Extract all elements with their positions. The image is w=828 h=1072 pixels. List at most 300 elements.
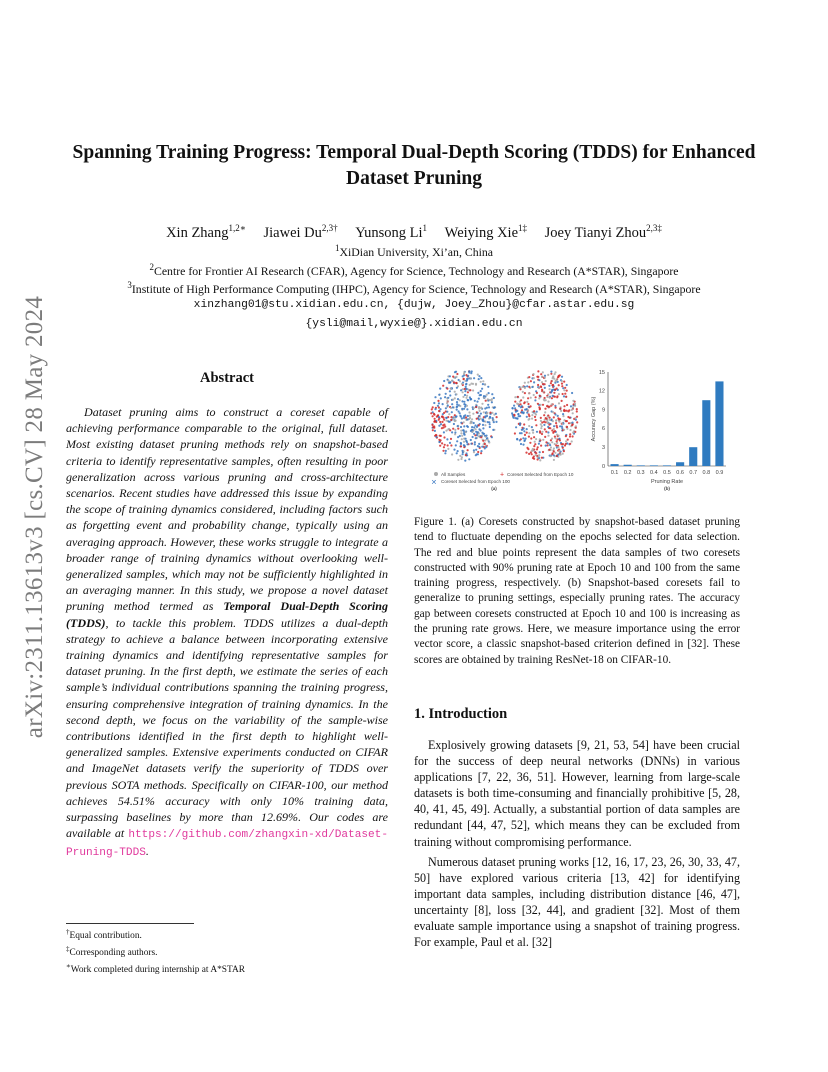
scatter-point (569, 417, 571, 419)
scatter-point (480, 377, 482, 379)
x-tick-label: 0.3 (636, 470, 645, 476)
scatter-point (552, 420, 554, 422)
scatter-point (438, 416, 440, 418)
scatter-point (561, 383, 563, 385)
scatter-point (558, 375, 560, 377)
scatter-point (569, 435, 571, 437)
scatter-point (526, 428, 528, 430)
scatter-point (533, 410, 535, 412)
scatter-point (471, 431, 473, 433)
scatter-point (535, 396, 537, 398)
scatter-point (556, 388, 558, 390)
scatter-point (527, 409, 529, 411)
scatter-point (463, 433, 465, 435)
code-link[interactable]: https://github.com/zhangxin-xd/Dataset-Pruning-TDDS (66, 829, 388, 860)
scatter-point (440, 397, 442, 399)
x-tick-label: 0.9 (715, 470, 724, 476)
scatter-point (544, 375, 546, 377)
author: Yunsong Li$^1$ (355, 223, 428, 241)
scatter-point (473, 433, 475, 435)
scatter-point (486, 412, 488, 414)
scatter-point (480, 452, 482, 454)
scatter-point (522, 386, 524, 388)
scatter-point (443, 436, 445, 438)
scatter-point (475, 437, 477, 439)
scatter-point (449, 375, 451, 377)
scatter-point (443, 380, 445, 382)
scatter-point (536, 392, 538, 394)
scatter-point (464, 388, 466, 390)
scatter-point (475, 406, 477, 408)
scatter-point (550, 391, 552, 393)
scatter-point (571, 440, 573, 442)
scatter-point (433, 413, 435, 415)
scatter-point (546, 420, 548, 422)
scatter-point (478, 424, 480, 426)
scatter-point (463, 425, 465, 427)
scatter-point (553, 450, 555, 452)
scatter-point (514, 407, 516, 409)
bar (663, 465, 671, 466)
scatter-point (465, 386, 467, 388)
scatter-point (441, 427, 443, 429)
scatter-point (525, 452, 527, 454)
scatter-point (543, 424, 545, 426)
scatter-point (476, 418, 478, 420)
scatter-point (467, 375, 469, 377)
scatter-point (547, 416, 549, 418)
scatter-point (535, 424, 537, 426)
scatter-point (491, 412, 493, 414)
scatter-point (524, 409, 526, 411)
arxiv-side-stamp (22, 275, 48, 760)
scatter-point (451, 453, 453, 455)
author: Weiying Xie$^{1\ddagger}$ (444, 223, 528, 241)
scatter-point (461, 400, 463, 402)
scatter-point (524, 434, 526, 436)
scatter-point (449, 442, 451, 444)
scatter-point (535, 419, 537, 421)
scatter-point (461, 383, 463, 385)
scatter-point (538, 379, 540, 381)
scatter-point (563, 395, 565, 397)
scatter-point (453, 423, 455, 425)
scatter-point (526, 385, 528, 387)
scatter-point (478, 407, 480, 409)
scatter-point (438, 425, 440, 427)
scatter-point (531, 426, 533, 428)
scatter-point (533, 436, 535, 438)
scatter-point (467, 415, 469, 417)
scatter-point (452, 428, 454, 430)
scatter-point (454, 391, 456, 393)
scatter-point (483, 420, 485, 422)
footnote-rule (66, 923, 194, 924)
scatter-point (489, 423, 491, 425)
scatter-point (562, 393, 564, 395)
scatter-point (480, 413, 482, 415)
scatter-point (465, 416, 467, 418)
figure-caption: Figure 1. (a) Coresets constructed by snapshot-based dataset pruning tend to fluctuate depending on the epochs selected for data selection. The red and blue points represent the data samples of two coresets constructed with 90% pruning rate at Epoch 10 and 100 from the same training progress, respectively. (b) Snapshot-based coresets fail to generalize to pruning settings, especially pruning rates. The accuracy gap between coresets constructed at Epoch 10 and 100 is increasing as the pruning rate grows. Here, we measure importance using the error vector score, a classic snapshot-based criterion defined in [32]. These scores are obtained by training ResNet-18 on CIFAR-10. (414, 516, 740, 666)
scatter-point (466, 418, 468, 420)
scatter-point (449, 429, 451, 431)
scatter-point (547, 444, 549, 446)
scatter-point (477, 451, 479, 453)
scatter-point (536, 376, 538, 378)
scatter-point (564, 393, 566, 395)
scatter-point (455, 393, 457, 395)
scatter-point (528, 386, 530, 388)
scatter-point (563, 450, 565, 452)
scatter-point (549, 397, 551, 399)
scatter-point (461, 435, 463, 437)
scatter-point (571, 422, 573, 424)
scatter-point (538, 443, 540, 445)
scatter-point (460, 415, 462, 417)
figure-label-b: (b) (664, 486, 670, 491)
scatter-point (442, 403, 444, 405)
y-tick-label: 15 (598, 369, 605, 376)
scatter-point (574, 405, 576, 407)
scatter-point (544, 428, 546, 430)
scatter-point (526, 416, 528, 418)
scatter-point (517, 403, 519, 405)
scatter-point (572, 412, 574, 414)
scatter-point (483, 397, 485, 399)
scatter-point (463, 378, 465, 380)
scatter-point (538, 397, 540, 399)
footnote: ‡Corresponding authors. (66, 945, 158, 959)
scatter-point (565, 435, 567, 437)
scatter-point (530, 437, 532, 439)
scatter-point (439, 421, 441, 423)
scatter-point (534, 412, 536, 414)
scatter-point (469, 384, 471, 386)
scatter-point (456, 452, 458, 454)
scatter-point (447, 404, 449, 406)
scatter-point (482, 433, 484, 435)
scatter-point (432, 426, 434, 428)
scatter-point (442, 450, 444, 452)
bar (702, 400, 710, 466)
scatter-point (547, 374, 549, 376)
scatter-point (558, 421, 560, 423)
bar (637, 465, 645, 466)
scatter-point (461, 450, 463, 452)
scatter-point (534, 441, 536, 443)
scatter-point (462, 429, 464, 431)
scatter-point (438, 394, 440, 396)
scatter-point (445, 393, 447, 395)
scatter-point (495, 413, 497, 415)
scatter-point (550, 373, 552, 375)
scatter-point (545, 380, 547, 382)
scatter-point (484, 443, 486, 445)
scatter-point (465, 383, 467, 385)
scatter-point (528, 432, 530, 434)
scatter-point (556, 442, 558, 444)
scatter-point (493, 421, 495, 423)
scatter-point (489, 426, 491, 428)
author: Jiawei $Du^{2,3\dagger}$ (263, 223, 338, 241)
scatter-point (539, 408, 541, 410)
scatter-point (549, 388, 551, 390)
scatter-point (556, 426, 558, 428)
scatter-point (574, 431, 576, 433)
scatter-point (527, 397, 529, 399)
scatter-point (449, 394, 451, 396)
scatter-point (475, 383, 477, 385)
scatter-point (456, 387, 458, 389)
scatter-point (547, 401, 549, 403)
scatter-point (533, 458, 535, 460)
scatter-point (553, 447, 555, 449)
scatter-point (540, 417, 542, 419)
scatter-point (454, 414, 456, 416)
scatter-point (491, 399, 493, 401)
scatter-point (472, 413, 474, 415)
x-axis-label: Pruning Rate (650, 479, 684, 485)
section-heading: 1. Introduction (414, 706, 508, 722)
scatter-point (461, 417, 463, 419)
email-line: xinzhang01@stu.xidian.edu.cn, {dujw, Joey_Zhou}@cfar.astar.edu.sg (193, 299, 635, 311)
scatter-point (445, 450, 447, 452)
scatter-point (575, 417, 577, 419)
scatter-point (450, 438, 452, 440)
scatter-point (448, 380, 450, 382)
scatter-point (563, 429, 565, 431)
scatter-point (576, 421, 578, 423)
scatter-point (556, 395, 558, 397)
scatter-point (554, 443, 556, 445)
scatter-point (563, 381, 565, 383)
scatter-point (550, 382, 552, 384)
scatter-point (531, 429, 533, 431)
figure-1 (422, 366, 740, 498)
scatter-point (445, 407, 447, 409)
scatter-point (517, 413, 519, 415)
scatter-point (447, 397, 449, 399)
scatter-point (562, 447, 564, 449)
scatter-point (545, 418, 547, 420)
scatter-point (541, 431, 543, 433)
scatter-point (477, 453, 479, 455)
scatter-point (513, 405, 515, 407)
scatter-point (485, 400, 487, 402)
scatter-point (545, 445, 547, 447)
email-line: {ysli@mail,wyxie@}.xidian.edu.cn (305, 318, 523, 330)
scatter-point (471, 426, 473, 428)
scatter-point (463, 371, 465, 373)
scatter-point (531, 418, 533, 420)
scatter-point (473, 449, 475, 451)
scatter-point (542, 439, 544, 441)
scatter-point (435, 434, 437, 436)
scatter-point (469, 415, 471, 417)
scatter-point (576, 408, 578, 410)
scatter-point (482, 440, 484, 442)
scatter-point (469, 389, 471, 391)
scatter-point (484, 415, 486, 417)
scatter-point (545, 441, 547, 443)
scatter-point (485, 446, 487, 448)
scatter-point (476, 401, 478, 403)
scatter-point (462, 453, 464, 455)
legend-cross-icon: ✕ (431, 479, 437, 487)
scatter-point (438, 406, 440, 408)
scatter-point (533, 377, 535, 379)
scatter-point (463, 445, 465, 447)
scatter-point (483, 411, 485, 413)
scatter-point (524, 387, 526, 389)
scatter-point (567, 410, 569, 412)
scatter-point (478, 433, 480, 435)
scatter-point (524, 392, 526, 394)
scatter-point (478, 415, 480, 417)
scatter-point (436, 416, 438, 418)
scatter-point (550, 446, 552, 448)
scatter-point (438, 410, 440, 412)
scatter-point (431, 424, 433, 426)
scatter-point (489, 417, 491, 419)
scatter-point (453, 381, 455, 383)
scatter-point (473, 426, 475, 428)
scatter-point (437, 400, 439, 402)
scatter-point (487, 386, 489, 388)
scatter-point (511, 412, 513, 414)
scatter-point (550, 455, 552, 457)
scatter-point (565, 440, 567, 442)
scatter-point (457, 450, 459, 452)
scatter-point (457, 428, 459, 430)
scatter-point (552, 375, 554, 377)
scatter-point (539, 451, 541, 453)
scatter-point (432, 415, 434, 417)
scatter-point (540, 404, 542, 406)
scatter-point (481, 388, 483, 390)
footnotes (66, 926, 245, 977)
scatter-point (569, 433, 571, 435)
scatter-point (447, 444, 449, 446)
scatter-point (562, 453, 564, 455)
scatter-point (442, 385, 444, 387)
scatter-point (559, 425, 561, 427)
scatter-point (544, 408, 546, 410)
scatter-point (550, 439, 552, 441)
scatter-point (558, 450, 560, 452)
affiliation: $^3$Institute of High Performance Computing (IHPC), Agency for Science, Technology and Research (A*STAR), Singapore (127, 280, 701, 296)
scatter-point (541, 457, 543, 459)
scatter-point (565, 396, 567, 398)
scatter-point (518, 415, 520, 417)
scatter-point (537, 446, 539, 448)
scatter-point (470, 398, 472, 400)
scatter-point (568, 422, 570, 424)
scatter-point (464, 406, 466, 408)
scatter-point (439, 435, 441, 437)
scatter-point (528, 453, 530, 455)
scatter-point (548, 424, 550, 426)
scatter-point (551, 397, 553, 399)
scatter-point (544, 411, 546, 413)
scatter-point (514, 432, 516, 434)
scatter-point (549, 419, 551, 421)
scatter-point (456, 373, 458, 375)
scatter-point (482, 424, 484, 426)
scatter-point (571, 392, 573, 394)
scatter-point (480, 450, 482, 452)
scatter-point (451, 411, 453, 413)
scatter-point (459, 380, 461, 382)
scatter-point (542, 451, 544, 453)
scatter-point (522, 444, 524, 446)
scatter-point (563, 389, 565, 391)
scatter-point (470, 443, 472, 445)
scatter-point (533, 381, 535, 383)
scatter-point (485, 435, 487, 437)
scatter-point (534, 399, 536, 401)
scatter-point (471, 422, 473, 424)
scatter-point (467, 399, 469, 401)
scatter-point (447, 428, 449, 430)
scatter-point (561, 376, 563, 378)
scatter-point (556, 379, 558, 381)
scatter-point (538, 386, 540, 388)
scatter-point (558, 402, 560, 404)
scatter-point (462, 391, 464, 393)
abstract-heading: Abstract (200, 370, 254, 386)
x-tick-label: 0.8 (702, 470, 711, 476)
scatter-point (480, 381, 482, 383)
scatter-point (465, 431, 467, 433)
scatter-point (443, 419, 445, 421)
scatter-point (556, 455, 558, 457)
scatter-point (547, 431, 549, 433)
scatter-point (447, 448, 449, 450)
scatter-point (455, 382, 457, 384)
scatter-point (444, 452, 446, 454)
scatter-point (451, 380, 453, 382)
scatter-point (474, 400, 476, 402)
scatter-point (480, 390, 482, 392)
scatter-point (552, 384, 554, 386)
scatter-point (443, 431, 445, 433)
scatter-point (531, 414, 533, 416)
scatter-point (547, 426, 549, 428)
scatter-point (534, 443, 536, 445)
scatter-point (432, 406, 434, 408)
scatter-point (561, 400, 563, 402)
scatter-point (545, 431, 547, 433)
scatter-point (551, 403, 553, 405)
scatter-point (495, 421, 497, 423)
scatter-point (466, 425, 468, 427)
scatter-point (542, 371, 544, 373)
scatter-point (533, 394, 535, 396)
scatter-point (477, 374, 479, 376)
scatter-point (569, 443, 571, 445)
scatter-point (572, 435, 574, 437)
scatter-point (441, 442, 443, 444)
scatter-point (467, 389, 469, 391)
scatter-point (572, 400, 574, 402)
scatter-point (569, 429, 571, 431)
bar (715, 381, 723, 466)
scatter-point (565, 420, 567, 422)
scatter-point (487, 398, 489, 400)
scatter-point (511, 407, 513, 409)
scatter-point (470, 383, 472, 385)
